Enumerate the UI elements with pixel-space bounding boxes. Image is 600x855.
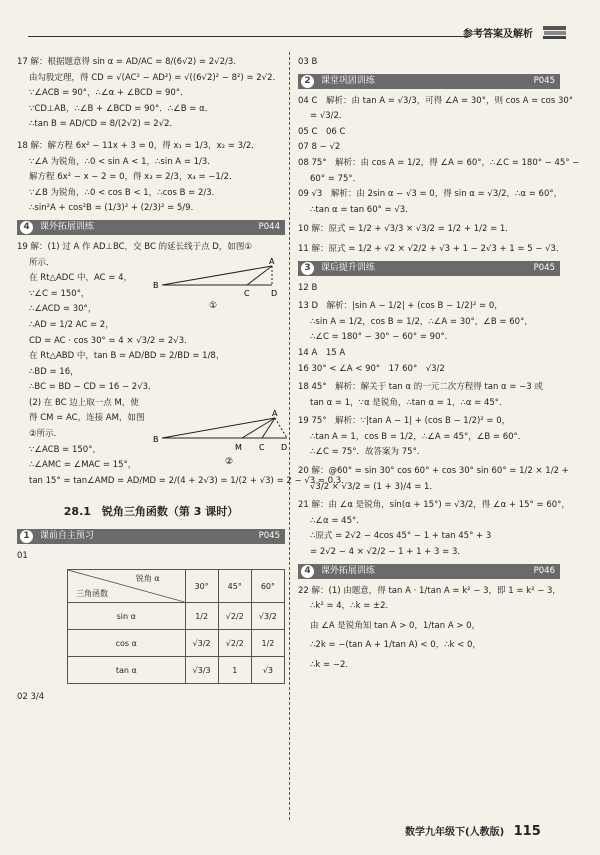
- text-line: ∴tan B = AD/CD = 8/(2√2) = 2√2．: [29, 119, 179, 130]
- table-row: [68, 630, 285, 657]
- section-label: 课后提升训练: [320, 262, 375, 273]
- table-cell: √2/2: [218, 603, 251, 630]
- table-head-top: 锐角 α: [135, 574, 160, 584]
- question-02: 02 3/4: [17, 692, 45, 703]
- figure-2: [147, 410, 292, 470]
- text-line: ∴sin A = 1/2，cos B = 1/2，∴∠A = 30°，∠B = 60°，: [310, 316, 533, 327]
- fig2-label-d: D: [281, 442, 288, 452]
- text-line: ∴∠α = 45°．: [310, 515, 365, 526]
- table-corner-cell: [68, 570, 186, 603]
- table-cell: 1/2: [185, 603, 218, 630]
- text-line: = 2√2 − 4 × √2/2 − 1 + 1 + 3 = 3．: [310, 547, 466, 558]
- text-line: ∴2k = −(tan A + 1/tan A) < 0，∴k < 0，: [310, 640, 481, 651]
- fig2-label-b: B: [153, 434, 159, 444]
- table-cell: 1: [218, 657, 251, 684]
- answers-17-18: [17, 55, 285, 217]
- section-page: P045: [533, 262, 555, 273]
- section-label: 课外拓展训练: [320, 565, 375, 576]
- header-rule: [28, 36, 468, 37]
- table-row-header: sin α: [68, 603, 186, 630]
- fig2-label-a: A: [272, 409, 278, 418]
- text-line: 12 B: [298, 282, 318, 293]
- table-cell: √2/2: [218, 630, 251, 657]
- text-line: 14 A 15 A: [298, 347, 346, 358]
- text-line: ∴BD = 16，: [29, 366, 79, 377]
- text-line: 11 解：原式 = 1/2 + √2 × √2/2 + √3 + 1 − 2√3 + 1 = 5 − √3．: [298, 243, 565, 254]
- table-row-header: tan α: [68, 657, 186, 684]
- section-label: 课外拓展训练: [39, 221, 94, 232]
- text-line: 解方程 6x² − x − 2 = 0，得 x₃ = 2/3，x₄ = −1/2．: [29, 172, 238, 183]
- text-line: 17 解：根据题意得 sin α = AD/AC = 8/(6√2) = 2√2/3．: [17, 57, 242, 67]
- header-title: 参考答案及解析: [463, 29, 533, 40]
- section-bar-preview: [17, 529, 285, 544]
- answers-12-21: [298, 281, 570, 561]
- section-bar-consolidation: [298, 74, 560, 89]
- section-bar-improvement: [298, 261, 560, 276]
- section-number: 4: [20, 221, 33, 234]
- text-line: ∴原式 = 2√2 − 4cos 45° − 1 + tan 45° + 3: [310, 531, 492, 542]
- text-line: = √3/2．: [310, 111, 348, 122]
- text-line: 03 B: [298, 57, 318, 67]
- text-line: 19 75° 解析：∵|tan A − 1| + (cos B − 1/2)² = 0，: [298, 416, 511, 427]
- right-column: [298, 55, 580, 674]
- table-cell: √3/3: [185, 657, 218, 684]
- table-row: [68, 603, 285, 630]
- figure-1: [147, 258, 287, 310]
- text-line: 20 解：@60° = sin 30° cos 60° + cos 30° sin 60° = 1/2 × 1/2 +: [298, 466, 569, 477]
- trig-table: [67, 569, 285, 684]
- text-line: ∴tan α = tan 60° = √3．: [310, 204, 414, 215]
- text-line: ∵∠A 为锐角，∴0 < sin A < 1，∴sin A = 1/3．: [29, 156, 216, 167]
- section-number: 3: [301, 262, 314, 275]
- text-line: 07 8 − √2: [298, 142, 341, 153]
- page-header: [28, 22, 573, 42]
- text-line: ∴k² = 4，∴k = ±2．: [310, 601, 395, 612]
- section-label: 课前自主预习: [39, 531, 94, 542]
- fig1-number: ①: [209, 300, 218, 310]
- text-line: 由 ∠A 是锐角知 tan A > 0，1/tan A > 0，: [310, 620, 481, 631]
- books-icon: [542, 24, 568, 40]
- table-col-header: 60°: [251, 570, 284, 603]
- table-row-header: cos α: [68, 630, 186, 657]
- text-line: ∴AD = 1/2 AC = 2，: [29, 319, 114, 330]
- text-line: 09 √3 解析：由 2sin α − √3 = 0，得 sin α = √3/2，∴α = 60°，: [298, 189, 563, 200]
- fig1-label-a: A: [269, 257, 275, 266]
- text-line: 18 45° 解析：解关于 tan α 的一元二次方程得 tan α = −3 或: [298, 382, 543, 393]
- text-line: √3/2 × √3/2 = (1 + 3)/4 = 1．: [310, 481, 438, 492]
- text-line: 所示．: [29, 257, 55, 268]
- text-line: ∴∠AMC = ∠MAC = 15°，: [29, 460, 137, 471]
- table-cell: 1/2: [251, 630, 284, 657]
- answers-04-11: [298, 94, 580, 258]
- text-line: ∵CD⊥AB，∴∠B + ∠BCD = 90°．∴∠B = α．: [29, 103, 214, 114]
- question-01: 01: [17, 551, 28, 562]
- fig1-label-b: B: [153, 280, 159, 290]
- text-line: ∵∠ACB = 90°，∴∠α + ∠BCD = 90°．: [29, 88, 189, 99]
- text-line: 10 解：原式 = 1/2 + √3/3 × √3/2 = 1/2 + 1/2 = 1．: [298, 224, 514, 235]
- text-line: ∵∠B 为锐角，∴0 < cos B < 1，∴cos B = 2/3．: [29, 187, 221, 198]
- section-bar-extension: [17, 220, 285, 235]
- page-footer: [405, 823, 541, 839]
- text-line: ∵∠ACB = 150°，: [29, 444, 101, 455]
- text-line: 16 30° < ∠A < 90° 17 60° √3/2: [298, 363, 445, 374]
- table-cell: √3/2: [251, 603, 284, 630]
- answer-22: [298, 584, 560, 674]
- text-line: 在 Rt△ADC 中，AC = 4，: [29, 273, 133, 284]
- text-line: 18 解：解方程 6x² − 11x + 3 = 0，得 x₁ = 1/3，x₂ = 3/2．: [17, 140, 260, 151]
- text-line: ∴∠C = 75°．故答案为 75°．: [310, 447, 426, 458]
- text-line: ∵∠C = 150°，: [29, 288, 90, 299]
- section-number: 2: [301, 75, 314, 88]
- text-line: ②所示．: [29, 429, 63, 440]
- section-page: P046: [533, 565, 555, 576]
- fig1-label-c: C: [244, 288, 250, 298]
- fig2-number: ②: [225, 456, 234, 467]
- text-line: CD = AC · cos 30° = 4 × √3/2 = 2√3．: [29, 335, 193, 346]
- fig2-label-c: C: [259, 442, 265, 452]
- table-header-row: [68, 570, 285, 603]
- text-line: 21 解：由 ∠α 是锐角，sin(α + 15°) = √3/2，得 ∠α + 15° = 60°，: [298, 500, 570, 511]
- table-cell: √3: [251, 657, 284, 684]
- fig1-label-d: D: [271, 288, 278, 298]
- text-line: 04 C 解析：由 tan A = √3/3，可得 ∠A = 30°，则 cos A = cos 30°: [298, 95, 574, 106]
- table-head-bottom: 三角函数: [76, 589, 108, 599]
- text-line: 08 75° 解析：由 cos A = 1/2，得 ∠A = 60°，∴∠C = 180° − 45° −: [298, 157, 580, 168]
- section-page: P044: [258, 221, 280, 232]
- text-line: 19 解：(1) 过 A 作 AD⊥BC，交 BC 的延长线于点 D，如图①: [17, 241, 252, 252]
- section-label: 课堂巩固训练: [320, 75, 375, 86]
- section-title: 28.1 锐角三角函数（第 3 课时）: [63, 505, 239, 519]
- fig2-label-m: M: [235, 442, 242, 452]
- section-page: P045: [258, 531, 280, 542]
- section-number: 4: [301, 565, 314, 578]
- text-line: ∴∠C = 180° − 30° − 60° = 90°．: [310, 332, 454, 343]
- table-col-header: 30°: [185, 570, 218, 603]
- section-bar-extension-2: [298, 564, 560, 579]
- text-line: ∴tan A = 1，cos B = 1/2，∴∠A = 45°，∠B = 60°．: [310, 431, 527, 442]
- text-line: 60° = 75°．: [310, 173, 362, 184]
- text-line: 13 D 解析：|sin A − 1/2| + (cos B − 1/2)² = 0，: [298, 301, 503, 312]
- table-col-header: 45°: [218, 570, 251, 603]
- text-line: 05 C 06 C: [298, 126, 346, 137]
- text-line: ∴BC = BD − CD = 16 − 2√3．: [29, 382, 157, 393]
- section-number: 1: [20, 530, 33, 543]
- text-line: (2) 在 BC 边上取一点 M，使: [29, 397, 139, 408]
- text-line: 22 解：(1) 由题意，得 tan A · 1/tan A = k² − 3，即 1 = k² − 3，: [298, 585, 561, 596]
- text-line: tan 15° = tan∠AMD = AD/MD = 2/(4 + 2√3) = 1/(2 + √3) = 2 − √3 ≈ 0.3．: [29, 475, 350, 486]
- table-row: [68, 657, 285, 684]
- section-page: P045: [533, 75, 555, 86]
- page-number: 115: [513, 824, 541, 839]
- text-line: ∴∠ACD = 30°，: [29, 304, 97, 315]
- text-line: 在 Rt△ABD 中，tan B = AD/BD = 2/BD = 1/8，: [29, 351, 225, 362]
- text-line: ∴sin²A + cos²B = (1/3)² + (2/3)² = 5/9．: [29, 203, 200, 214]
- text-line: ∴k = −2．: [310, 660, 354, 670]
- footer-book-title: 数学九年级下(人教版): [405, 827, 505, 838]
- text-line: 由勾股定理，得 CD = √(AC² − AD²) = √((6√2)² − 8²) = 2√2．: [29, 72, 282, 83]
- text-line: tan α = 1，∵α 是锐角，∴tan α = 1，∴α = 45°．: [310, 397, 508, 408]
- text-line: 得 CM = AC，连接 AM，如图: [29, 413, 145, 424]
- table-cell: √3/2: [185, 630, 218, 657]
